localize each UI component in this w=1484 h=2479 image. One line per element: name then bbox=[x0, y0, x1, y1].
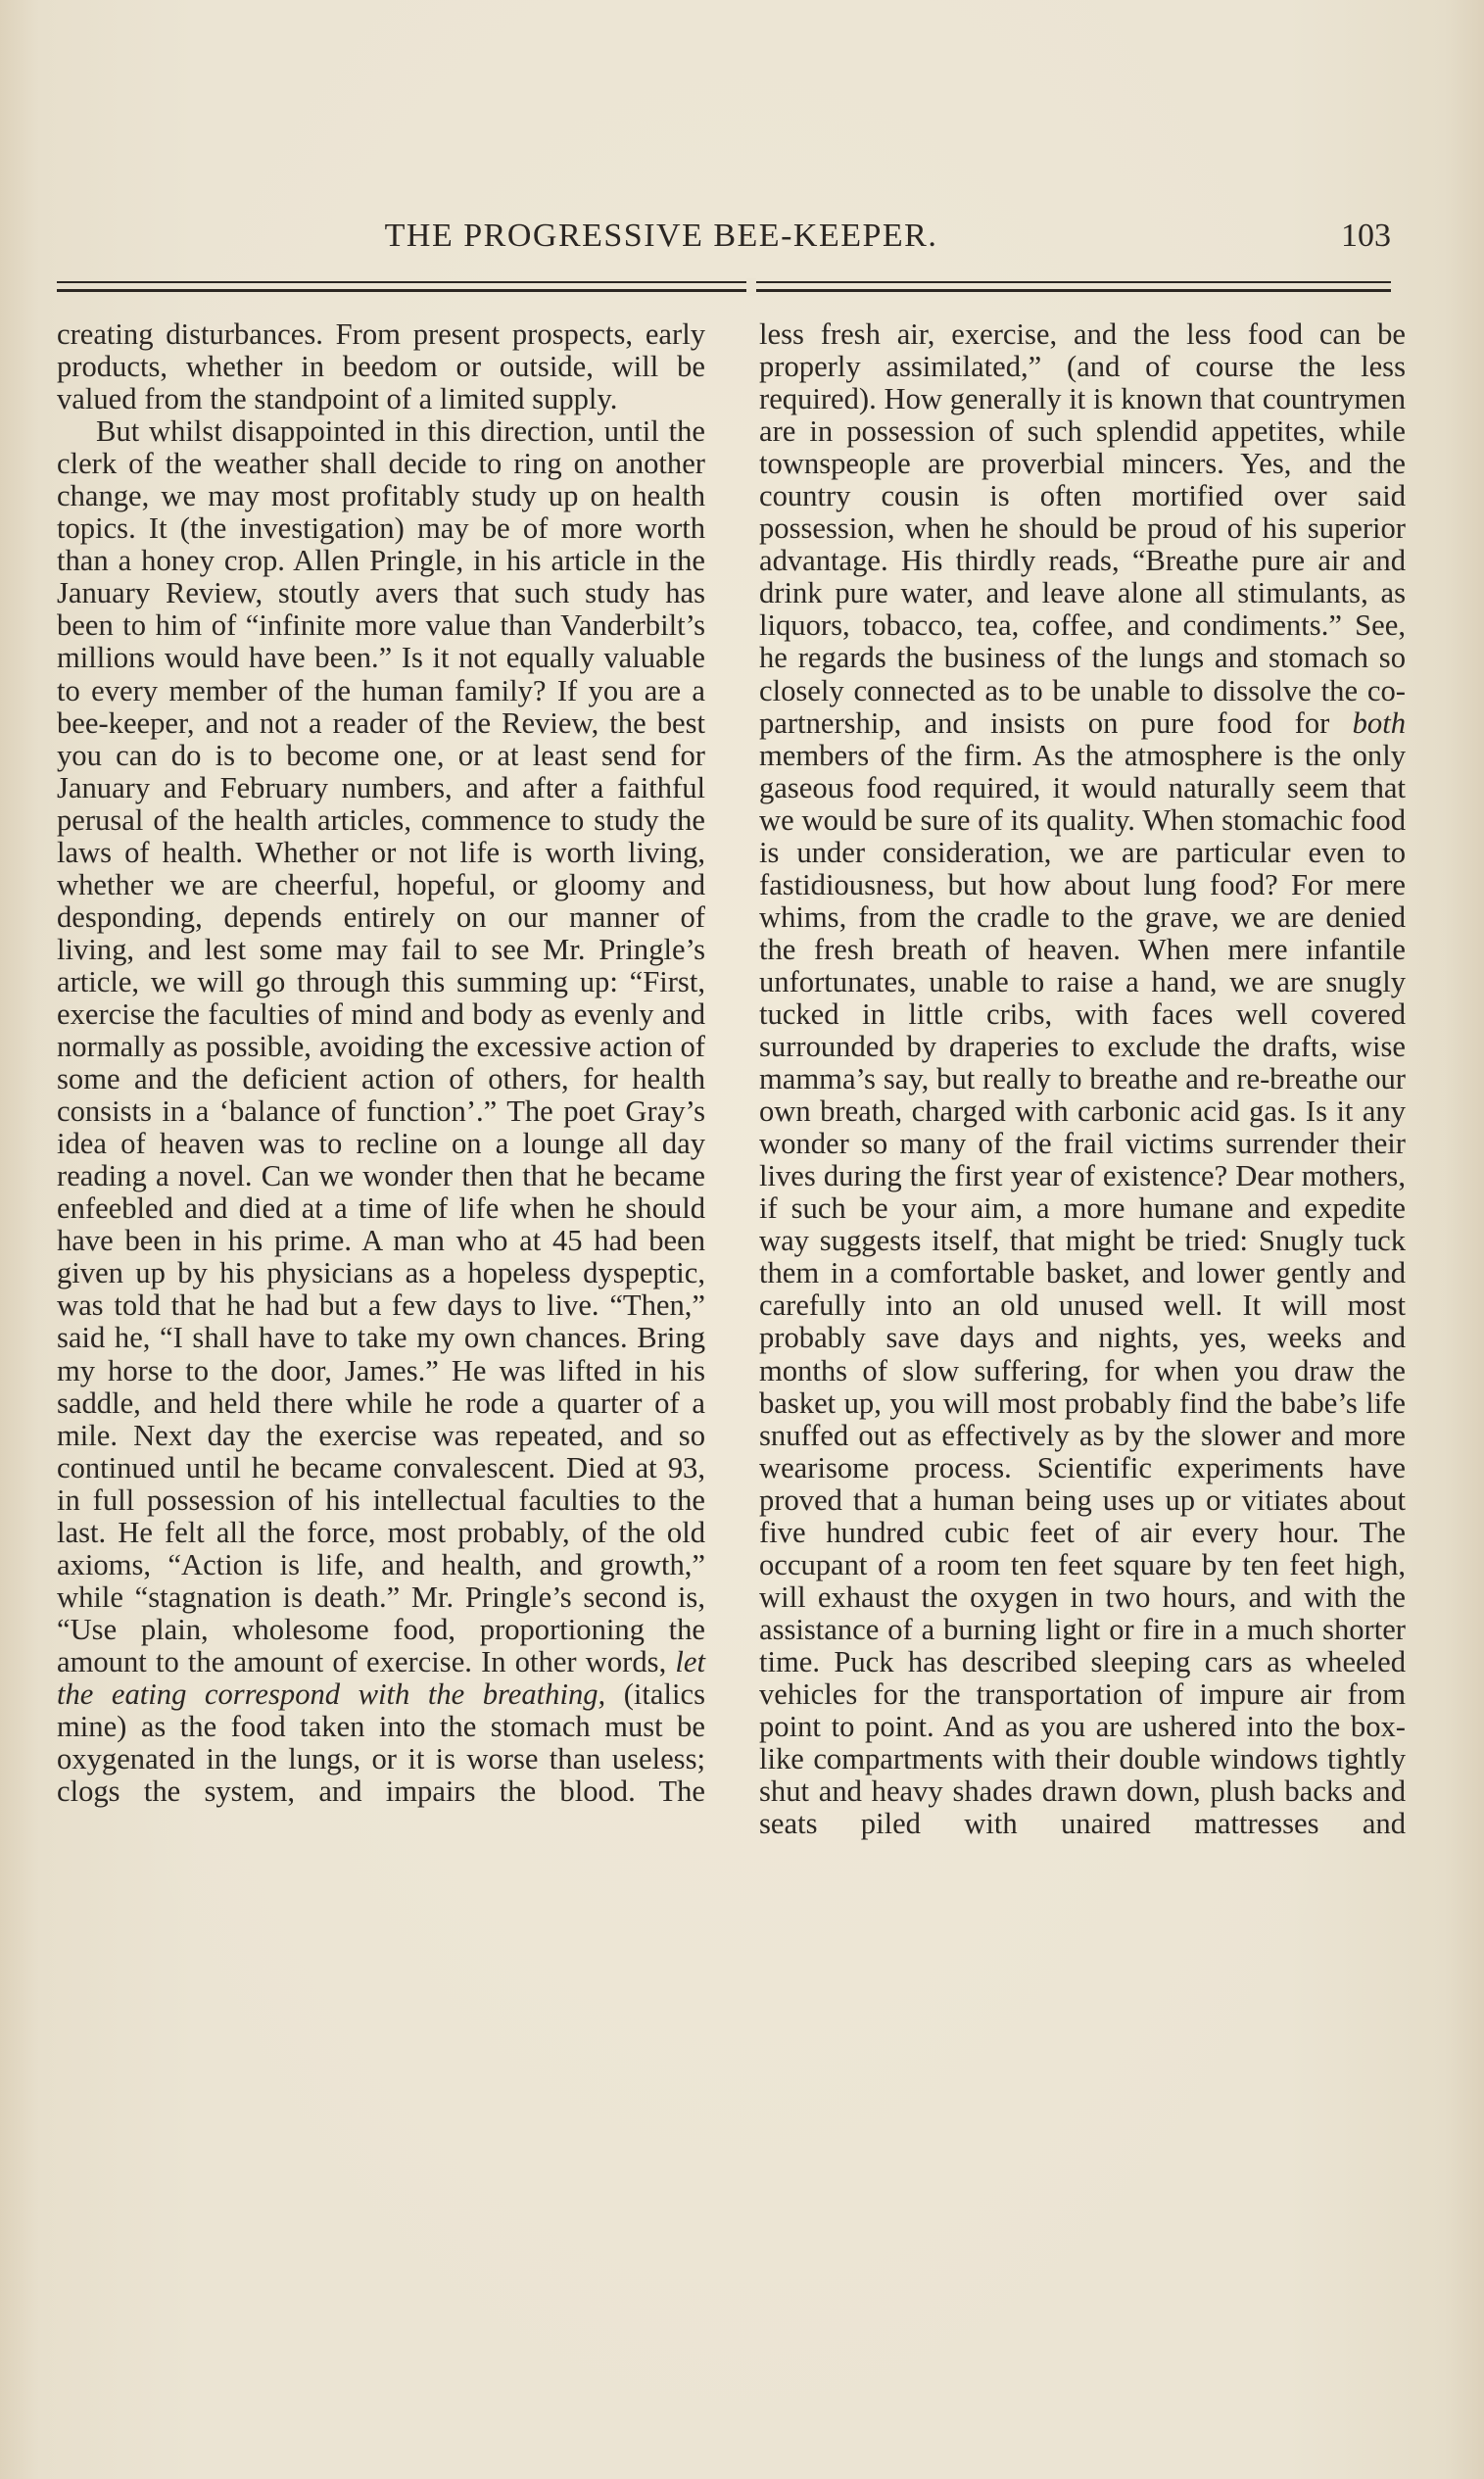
left-paragraph-2-text: But whilst disappointed in this direction, until the clerk of the weather shall decide to ring on another change, we may most profitably study up on health topics. It (the investigation) may be of more worth than a honey crop. Allen Pringle, in his article in the January Review, stoutly avers that such study has been to him of “infinite more value than Vanderbilt’s millions would have been.” Is it not equally valuable to every member of the human family? If you are a bee-keeper, and not a reader of the Review, the best you can do is to become one, or at least send for January and February numbers, and after a faithful perusal of the health articles, commence to study the laws of health. Whether or not life is worth living, whether we are cheerful, hopeful, or gloomy and desponding, depends entirely on our manner of living, and lest some may fail to see Mr. Pringle’s article, we will go through this summing up: “First, exercise the faculties of mind and body as evenly and normally as possible, avoiding the excessive action of some and the deficient action of others, for health consists in a ‘balance of function’.” The poet Gray’s idea of heaven was to recline on a lounge all day reading a novel. Can we wonder then that he became enfeebled and died at a time of life when he should have been in his prime. A man who at 45 had been given up by his physicians as a hopeless dyspeptic, was told that he had but a few days to live. “Then,” said he, “I shall have to take my own chances. Bring my horse to the door, James.” He was lifted in his saddle, and held there while he rode a quarter of a mile. Next day the exercise was repeated, and so continued until he became convalescent. Died at 93, in full possession of his intellectual faculties to the last. He felt all the force, most probably, of the old axioms, “Action is life, and health, and growth,” while “stagnation is death.” Mr. Pringle’s second is, “Use plain, wholesome food, proportioning the amount to the amount of exercise. In other words, bbox=[57, 414, 705, 1678]
right-column bbox=[759, 318, 1406, 1840]
left-paragraph-2 bbox=[57, 415, 705, 1808]
left-paragraph-1: creating disturbances. From present prospects, early products, whether in beedom or outside, will be valued from the standpoint of a limited supply. bbox=[57, 317, 705, 416]
left-paragraph-2-continued: (italics mine) as the food taken into the stomach must be oxygenated in the lungs, or it is worse than useless; clogs the system, and impairs the blood. The bbox=[57, 1677, 705, 1809]
left-paragraph-2-italic: let the eating correspond with the breathing, bbox=[57, 1644, 705, 1711]
running-title: THE PROGRESSIVE BEE-KEEPER. bbox=[384, 218, 938, 254]
page-header bbox=[59, 214, 1391, 263]
right-paragraph-1-continued: members of the firm. As the atmosphere is the only gaseous food required, it would naturally seem that we would be sure of its quality. When stomachic food is under consideration, we are particular even to fastidiousness, but how about lung food? For mere whims, from the cradle to the grave, we are denied the fresh breath of heaven. When mere infantile unfortunates, unable to raise a hand, we are snugly tucked in little cribs, with faces well covered surrounded by draperies to exclude the drafts, wise mamma’s say, but really to breathe and re-breathe our own breath, charged with carbonic acid gas. Is it any wonder so many of the frail victims surrender their lives during the first year of existence? Dear mothers, if such be your aim, a more humane and expedite way suggests itself, that might be tried: Snugly tuck them in a comfortable basket, and lower gently and carefully into an old unused well. It will most probably save days and nights, yes, weeks and months of slow suffering, for when you draw the basket up, you will most probably find the babe’s life snuffed out as effectively as by the slower and more wearisome process. Scientific experiments have proved that a human being uses up or vitiates about five hundred cubic feet of air every hour. The occupant of a room ten feet square by ten feet high, will exhaust the oxygen in two hours, and with the assistance of a burning light or fire in a much shorter time. Puck has described sleeping cars as wheeled vehicles for the transportation of impure air from point to point. And as you are ushered into the box-like compartments with their double windows tightly shut and heavy shades drawn down, plush backs and seats piled with unaired mattresses and bbox=[759, 738, 1406, 1841]
column-rule-gap bbox=[746, 278, 756, 296]
right-paragraph-1 bbox=[759, 318, 1406, 1840]
page-number: 103 bbox=[1341, 218, 1391, 254]
right-paragraph-1-italic: both bbox=[1352, 705, 1406, 740]
left-column bbox=[57, 318, 705, 1808]
right-paragraph-1-text: less fresh air, exercise, and the less food can be properly assimilated,” (and of course the less required). How generally it is known that countrymen are in possession of such splendid appetites, while townspeople are proverbial mincers. Yes, and the country cousin is often mortified over said possession, when he should be proud of his superior advantage. His thirdly reads, “Breathe pure air and drink pure water, and leave alone all stimulants, as liquors, tobacco, tea, coffee, and condiments.” See, he regards the business of the lungs and stomach so closely connected as to be unable to dissolve the co-partnership, and insists on pure food for bbox=[759, 317, 1406, 740]
header-rule-thick bbox=[57, 289, 1391, 292]
header-rule-thin bbox=[57, 281, 1391, 283]
